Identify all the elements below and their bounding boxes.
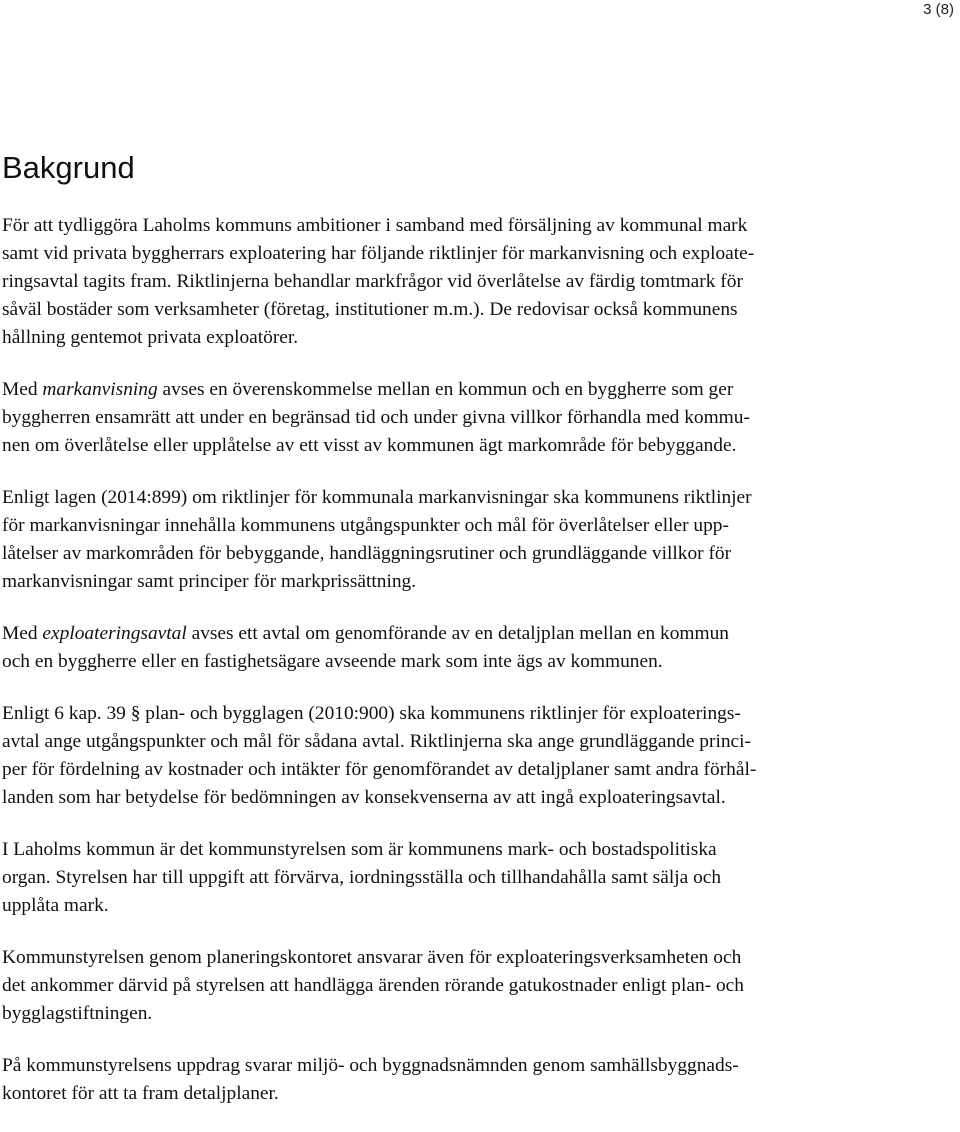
paragraph-markanvisning — [2, 376, 932, 460]
line: kontoret för att ta fram detaljplaner. — [2, 1083, 279, 1104]
line: I Laholms kommun är det kommunstyrelsen som är kommunens mark- och bostadspolitiska — [2, 839, 717, 860]
document-body — [2, 148, 932, 1132]
paragraph-exploateringsavtal — [2, 620, 932, 676]
line: per för fördelning av kostnader och intäkter för genomförandet av detaljplaner samt andra förhål- — [2, 759, 757, 780]
paragraph-kommunstyrelsen — [2, 836, 932, 920]
line: markanvisningar samt principer för markprissättning. — [2, 571, 417, 592]
line: låtelser av markområden för bebyggande, handläggningsrutiner och grundläggande villkor för — [2, 543, 732, 564]
paragraph-lagen — [2, 484, 932, 596]
line: hållning gentemot privata exploatörer. — [2, 327, 299, 348]
paragraph-intro — [2, 212, 932, 352]
line: På kommunstyrelsens uppdrag svarar miljö- och byggnadsnämnden genom samhällsbyggnads- — [2, 1055, 739, 1076]
line: bygglagstiftningen. — [2, 1003, 153, 1024]
line: såväl bostäder som verksamheter (företag, institutioner m.m.). De redovisar också kommunens — [2, 299, 738, 320]
line: nen om överlåtelse eller upplåtelse av ett visst av kommunen ägt markområde för bebyggande. — [2, 435, 737, 456]
line: upplåta mark. — [2, 895, 109, 916]
term-markanvisning: markanvisning — [42, 379, 158, 400]
line: landen som har betydelse för bedömningen av konsekvenserna av att ingå exploateringsavtal. — [2, 787, 726, 808]
line: avtal ange utgångspunkter och mål för sådana avtal. Riktlinjerna ska ange grundläggande princi- — [2, 731, 751, 752]
page-number: 3 (8) — [923, 1, 954, 18]
line: Enligt lagen (2014:899) om riktlinjer för kommunala markanvisningar ska kommunens riktlinjer — [2, 487, 752, 508]
line: ringsavtal tagits fram. Riktlinjerna behandlar markfrågor vid överlåtelse av färdig tomtmark för — [2, 271, 743, 292]
line: Med — [2, 379, 43, 400]
section-heading: Bakgrund — [2, 150, 135, 185]
line: Med — [2, 623, 43, 644]
paragraph-pbl — [2, 700, 932, 812]
line: avses ett avtal om genomförande av en detaljplan mellan en kommun — [186, 623, 729, 644]
line: byggherren ensamrätt att under en begränsad tid och under givna villkor förhandla med kommu- — [2, 407, 750, 428]
term-exploateringsavtal: exploateringsavtal — [42, 623, 187, 644]
line: det ankommer därvid på styrelsen att handlägga ärenden rörande gatukostnader enligt plan- och — [2, 975, 744, 996]
paragraph-byggnadsnamnden — [2, 1052, 932, 1108]
line: avses en överenskommelse mellan en kommun och en byggherre som ger — [157, 379, 734, 400]
line: för markanvisningar innehålla kommunens utgångspunkter och mål för överlåtelser eller upp- — [2, 515, 729, 536]
line: organ. Styrelsen har till uppgift att förvärva, iordningsställa och tillhandahålla samt sälja och — [2, 867, 722, 888]
line: För att tydliggöra Laholms kommuns ambitioner i samband med försäljning av kommunal mark — [2, 215, 748, 236]
line: samt vid privata byggherrars exploatering har följande riktlinjer för markanvisning och exploate- — [2, 243, 755, 264]
line: och en byggherre eller en fastighetsägare avseende mark som inte ägs av kommunen. — [2, 651, 663, 672]
paragraph-planeringskontoret — [2, 944, 932, 1028]
line: Enligt 6 kap. 39 § plan- och bygglagen (2010:900) ska kommunens riktlinjer för exploaterings- — [2, 703, 741, 724]
line: Kommunstyrelsen genom planeringskontoret ansvarar även för exploateringsverksamheten och — [2, 947, 742, 968]
